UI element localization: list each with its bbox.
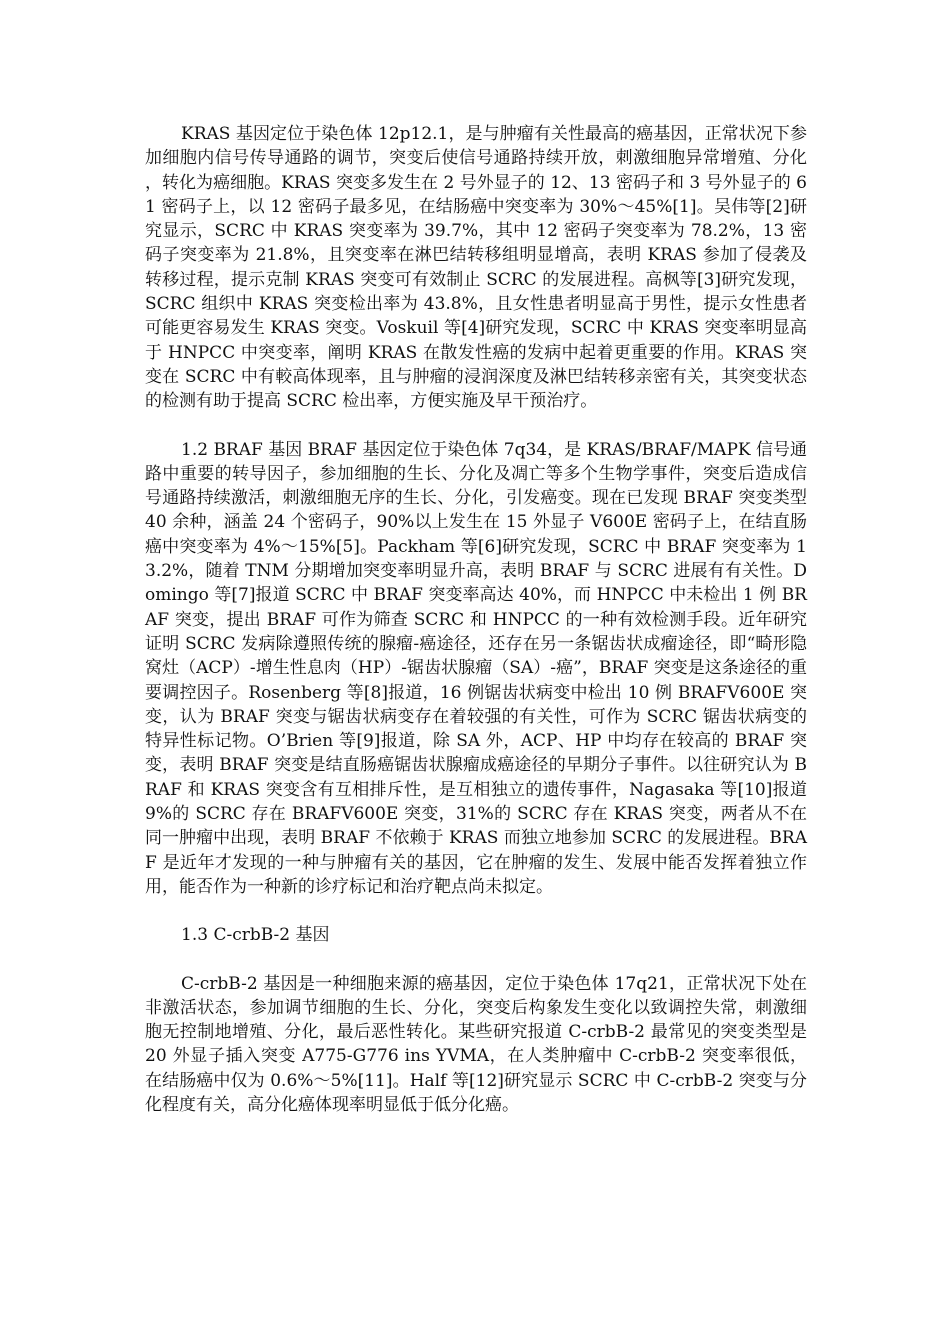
paragraph-kras: KRAS 基因定位于染色体 12p12.1，是与肿瘤有关性最高的癌基因，正常状况下参加细胞内信号传导通路的调节，突变后使信号通路持续开放，刺激细胞异常增殖、分化，转化为癌细胞。KRAS 突变多发生在 2 号外显子的 12、13 密码子和 3 号外显子的 61 密码子上，以 12 密码子最多见，在结肠癌中突变率为 30%～45%[1]。吴伟等[2]研究显示，SCRC 中 KRAS 突变率为 39.7%，其中 12 密码子突变率为 78.2%，13 密码子突变率为 21.8%，且突变率在淋巴结转移组明显增高，表明 KRAS 参加了侵袭及转移过程，提示克制 KRAS 突变可有效制止 SCRC 的发展进程。高枫等[3]研究发现，SCRC 组织中 KRAS 突变检出率为 43.8%，且女性患者明显高于男性，提示女性患者可能更容易发生 KRAS 突变。Voskuil 等[4]研究发现，SCRC 中 KRAS 突变率明显高于 HNPCC 中突变率，阐明 KRAS 在散发性癌的发病中起着更重要的作用。KRAS 突变在 SCRC 中有較高体现率，且与肿瘤的浸润深度及淋巴结转移亲密有关，其突变状态的检测有助于提高 SCRC 检出率，方便实施及早干预治疗。: [145, 124, 807, 412]
section-heading-c-crbb-2: 1.3 C-crbB-2 基因: [181, 925, 330, 946]
paragraph-braf: 1.2 BRAF 基因 BRAF 基因定位于染色体 7q34，是 KRAS/BRAF/MAPK 信号通路中重要的转导因子，参加细胞的生长、分化及凋亡等多个生物学事件，突变后造成信号通路持续激活，刺激细胞无序的生长、分化，引发癌变。现在已发现 BRAF 突变类型 40 余种，涵盖 24 个密码子，90%以上发生在 15 外显子 V600E 密码子上，在结直肠癌中突变率为 4%～15%[5]。Packham 等[6]研究发现，SCRC 中 BRAF 突变率为 13.2%，随着 TNM 分期增加突变率明显升高，表明 BRAF 与 SCRC 进展有有关性。Domingo 等[7]报道 SCRC 中 BRAF 突变率高达 40%，而 HNPCC 中未检出 1 例 BRAF 突变，提出 BRAF 可作为筛查 SCRC 和 HNPCC 的一种有效检测手段。近年研究证明 SCRC 发病除遵照传统的腺瘤-癌途径，还存在另一条锯齿状成瘤途径，即“畸形隐窝灶（ACP）-增生性息肉（HP）-锯齿状腺瘤（SA）-癌”，BRAF 突变是这条途径的重要调控因子。Rosenberg 等[8]报道，16 例锯齿状病变中检出 10 例 BRAFV600E 突变，认为 BRAF 突变与锯齿状病变存在着较强的有关性，可作为 SCRC 锯齿状病变的特异性标记物。O’Brien 等[9]报道，除 SA 外，ACP、HP 中均存在较高的 BRAF 突变，表明 BRAF 突变是结直肠癌锯齿状腺瘤成癌途径的早期分子事件。以往研究认为 BRAF 和 KRAS 突变含有互相排斥性，是互相独立的遗传事件，Nagasaka 等[10]报道 9%的 SCRC 存在 BRAFV600E 突变，31%的 SCRC 存在 KRAS 突变，两者从不在同一肿瘤中出现，表明 BRAF 不依赖于 KRAS 而独立地参加 SCRC 的发展进程。BRAF 是近年才发现的一种与肿瘤有关的基因，它在肿瘤的发生、发展中能否发挥着独立作用，能否作为一种新的诊疗标记和治疗靶点尚未拟定。: [145, 439, 807, 897]
document-body: [145, 122, 807, 1117]
paragraph-c-crbb-2: C-crbB-2 基因是一种细胞来源的癌基因，定位于染色体 17q21，正常状况下处在非激活状态，参加调节细胞的生长、分化，突变后构象发生变化以致调控失常，刺激细胞无控制地增殖、分化，最后恶性转化。某些研究报道 C-crbB-2 最常见的突变类型是 20 外显子插入突变 A775-G776 ins YVMA，在人类肿瘤中 C-crbB-2 突变率很低，在结肠癌中仅为 0.6%～5%[11]。Half 等[12]研究显示 SCRC 中 C-crbB-2 突变与分化程度有关，高分化癌体现率明显低于低分化癌。: [145, 973, 807, 1115]
